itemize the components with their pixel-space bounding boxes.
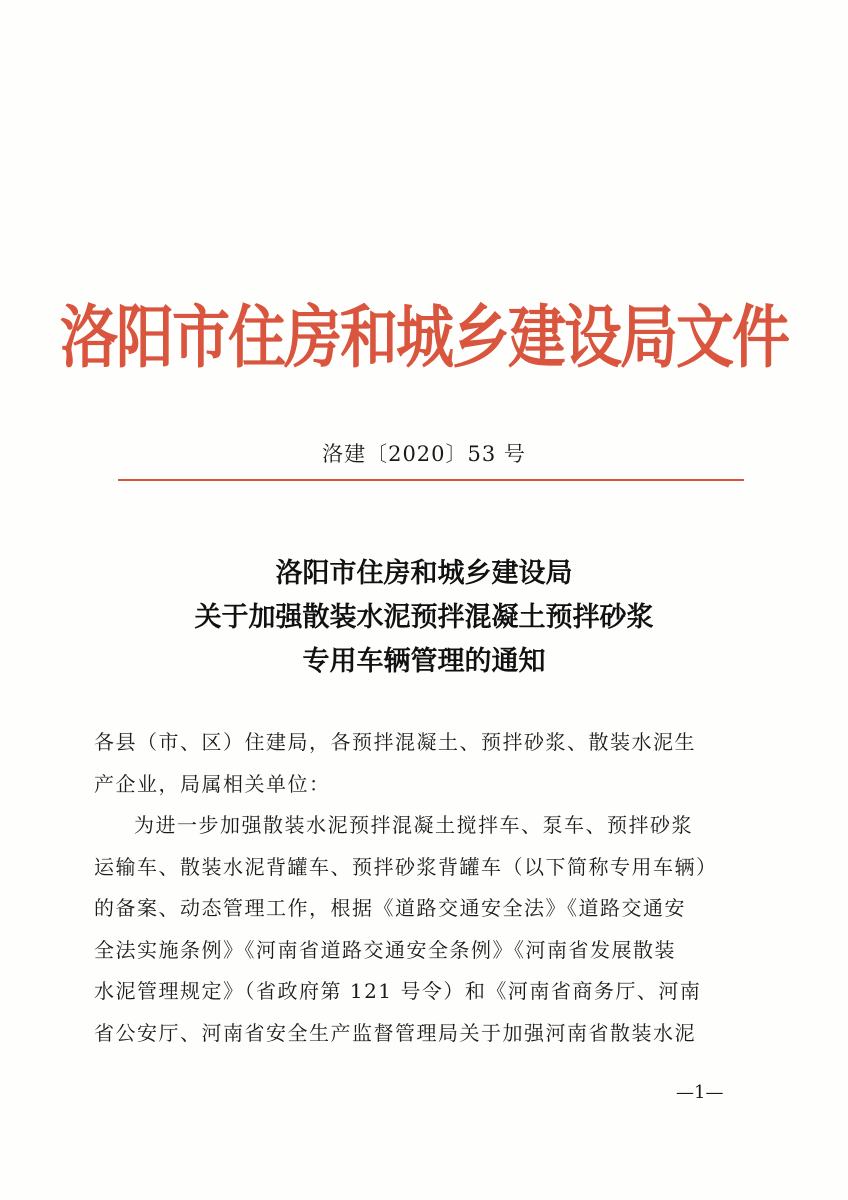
page-number: —1— bbox=[676, 1082, 724, 1103]
issuing-authority-header: 洛阳市住房和城乡建设局文件 bbox=[59, 297, 788, 378]
addressee-line: 各县（市、区）住建局，各预拌混凝土、预拌砂浆、散装水泥生 bbox=[94, 730, 696, 754]
body-line: 运输车、散装水泥背罐车、预拌砂浆背罐车（以下简称专用车辆） bbox=[94, 854, 718, 879]
red-divider-line bbox=[118, 479, 744, 481]
notice-title bbox=[0, 552, 848, 684]
body-line: 水泥管理规定》（省政府第 121 号令）和《河南省商务厅、河南 bbox=[94, 979, 702, 1003]
body-line: 省公安厅、河南省安全生产监督管理局关于加强河南省散装水泥 bbox=[94, 1020, 696, 1045]
notice-title-line-3: 专用车辆管理的通知 bbox=[302, 646, 546, 677]
document-number: 洛建〔2020〕53 号 bbox=[322, 442, 526, 466]
notice-title-line-2: 关于加强散装水泥预拌混凝土预拌砂浆 bbox=[194, 602, 654, 633]
body-line: 为进一步加强散装水泥预拌混凝土搅拌车、泵车、预拌砂浆 bbox=[134, 813, 693, 837]
body-line: 的备案、动态管理工作，根据《道路交通安全法》《道路交通安 bbox=[94, 896, 686, 920]
body-line: 全法实施条例》《河南省道路交通安全条例》《河南省发展散装 bbox=[94, 937, 676, 962]
addressee-line: 产企业，局属相关单位： bbox=[94, 771, 331, 796]
notice-title-line-1: 洛阳市住房和城乡建设局 bbox=[275, 558, 573, 589]
notice-body bbox=[94, 722, 774, 1054]
